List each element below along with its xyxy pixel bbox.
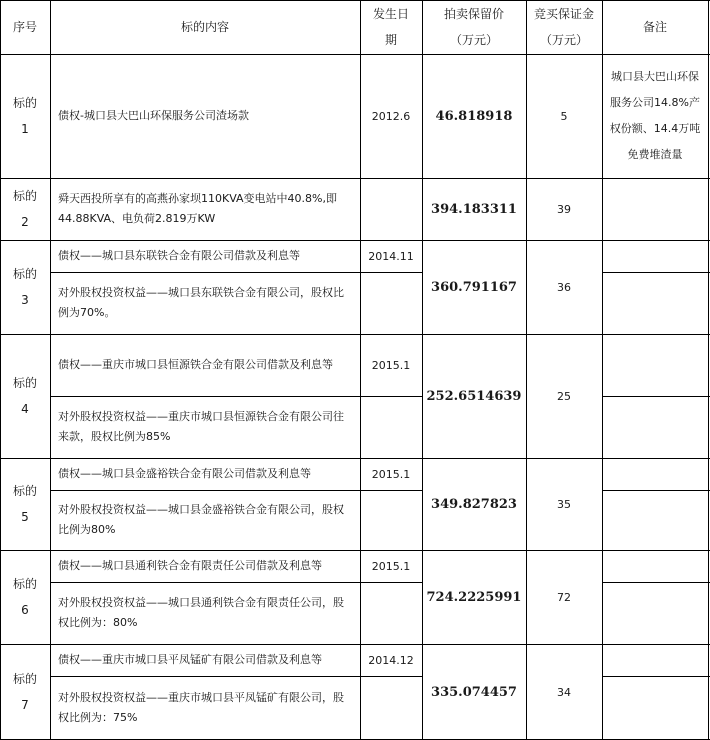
lot-6-deposit: 72 (557, 590, 571, 604)
lot-7-price: 335.074457 (431, 684, 517, 700)
lot-5-content-b: 对外股权投资权益——城口县金盛裕铁合金有限公司，股权比例为80% (58, 503, 344, 536)
header-index: 序号 (12, 20, 37, 34)
grid-line (708, 0, 709, 740)
lot-3-index: 标的3 (12, 267, 37, 307)
header-date: 发生日期 (372, 7, 409, 47)
grid-line (0, 0, 710, 1)
grid-line (0, 0, 1, 740)
lot-2-price: 394.183311 (431, 201, 517, 217)
grid-line (0, 458, 710, 459)
lot-3-price: 360.791167 (431, 279, 517, 295)
grid-line (50, 582, 422, 583)
lot-2-content: 舜天西投所享有的高燕孙家坝110KVA变电站中40.8%,即44.88KVA、电负荷2.819万KW (58, 192, 337, 225)
lot-4-content-b: 对外股权投资权益——重庆市城口县恒源铁合金有限公司往来款，股权比例为85% (58, 410, 344, 443)
lot-7-content-b: 对外股权投资权益——重庆市城口县平凤锰矿有限公司，股权比例为：75% (58, 691, 344, 724)
lot-3-deposit: 36 (557, 280, 571, 294)
lot-1-note: 城口县大巴山环保服务公司14.8%产权份额、14.4万吨免费堆渣量 (609, 70, 701, 161)
grid-line (602, 272, 710, 273)
header-note: 备注 (642, 20, 667, 34)
lot-4-price: 252.6514639 (426, 388, 522, 404)
lot-6-content-b: 对外股权投资权益——城口县通利铁合金有限责任公司，股权比例为：80% (58, 596, 344, 629)
grid-line (360, 0, 361, 740)
lot-7-deposit: 34 (557, 685, 571, 699)
header-price: 拍卖保留价（万元） (443, 7, 504, 47)
grid-line (602, 490, 710, 491)
lot-3-content-b: 对外股权投资权益——城口县东联铁合金有限公司，股权比例为70%。 (58, 286, 344, 319)
grid-line (602, 396, 710, 397)
grid-line (50, 0, 51, 740)
lot-6-index: 标的6 (12, 577, 37, 617)
grid-line (0, 54, 710, 55)
grid-line (422, 0, 423, 740)
lot-1-content: 债权-城口县大巴山环保服务公司渣场款 (58, 109, 249, 122)
lot-4-content-a: 债权——重庆市城口县恒源铁合金有限公司借款及利息等 (58, 358, 333, 371)
lot-7-index: 标的7 (12, 672, 37, 712)
lot-1-index: 标的1 (12, 96, 37, 136)
grid-line (0, 240, 710, 241)
lot-7-content-a: 债权——重庆市城口县平凤锰矿有限公司借款及利息等 (58, 653, 322, 666)
lot-3-date: 2014.11 (368, 249, 414, 263)
lot-7-date: 2014.12 (368, 653, 414, 667)
grid-line (602, 676, 710, 677)
lot-5-date: 2015.1 (371, 467, 411, 481)
grid-line (0, 644, 710, 645)
lot-5-price: 349.827823 (431, 496, 517, 512)
lot-6-price: 724.2225991 (426, 589, 522, 605)
lot-2-index: 标的2 (12, 189, 37, 229)
lot-6-content-a: 债权——城口县通利铁合金有限责任公司借款及利息等 (58, 559, 322, 572)
grid-line (0, 550, 710, 551)
grid-line (0, 178, 710, 179)
lot-4-deposit: 25 (557, 389, 571, 403)
lot-1-deposit: 5 (560, 109, 568, 123)
lot-4-date: 2015.1 (371, 358, 411, 372)
header-content: 标的内容 (180, 20, 229, 34)
lot-3-content-a: 债权——城口县东联铁合金有限公司借款及利息等 (58, 249, 300, 262)
lot-1-price: 46.818918 (435, 108, 513, 124)
grid-line (0, 334, 710, 335)
grid-line (602, 0, 603, 740)
grid-line (602, 582, 710, 583)
lot-4-index: 标的4 (12, 376, 37, 416)
lot-6-date: 2015.1 (371, 559, 411, 573)
grid-line (50, 396, 422, 397)
lot-5-content-a: 债权——城口县金盛裕铁合金有限公司借款及利息等 (58, 467, 311, 480)
grid-line (526, 0, 527, 740)
grid-line (50, 490, 422, 491)
header-deposit: 竞买保证金（万元） (533, 7, 594, 47)
grid-line (50, 272, 422, 273)
lot-2-deposit: 39 (557, 202, 571, 216)
lot-5-index: 标的5 (12, 484, 37, 524)
lot-1-date: 2012.6 (371, 109, 411, 123)
grid-line (50, 676, 422, 677)
lot-5-deposit: 35 (557, 497, 571, 511)
